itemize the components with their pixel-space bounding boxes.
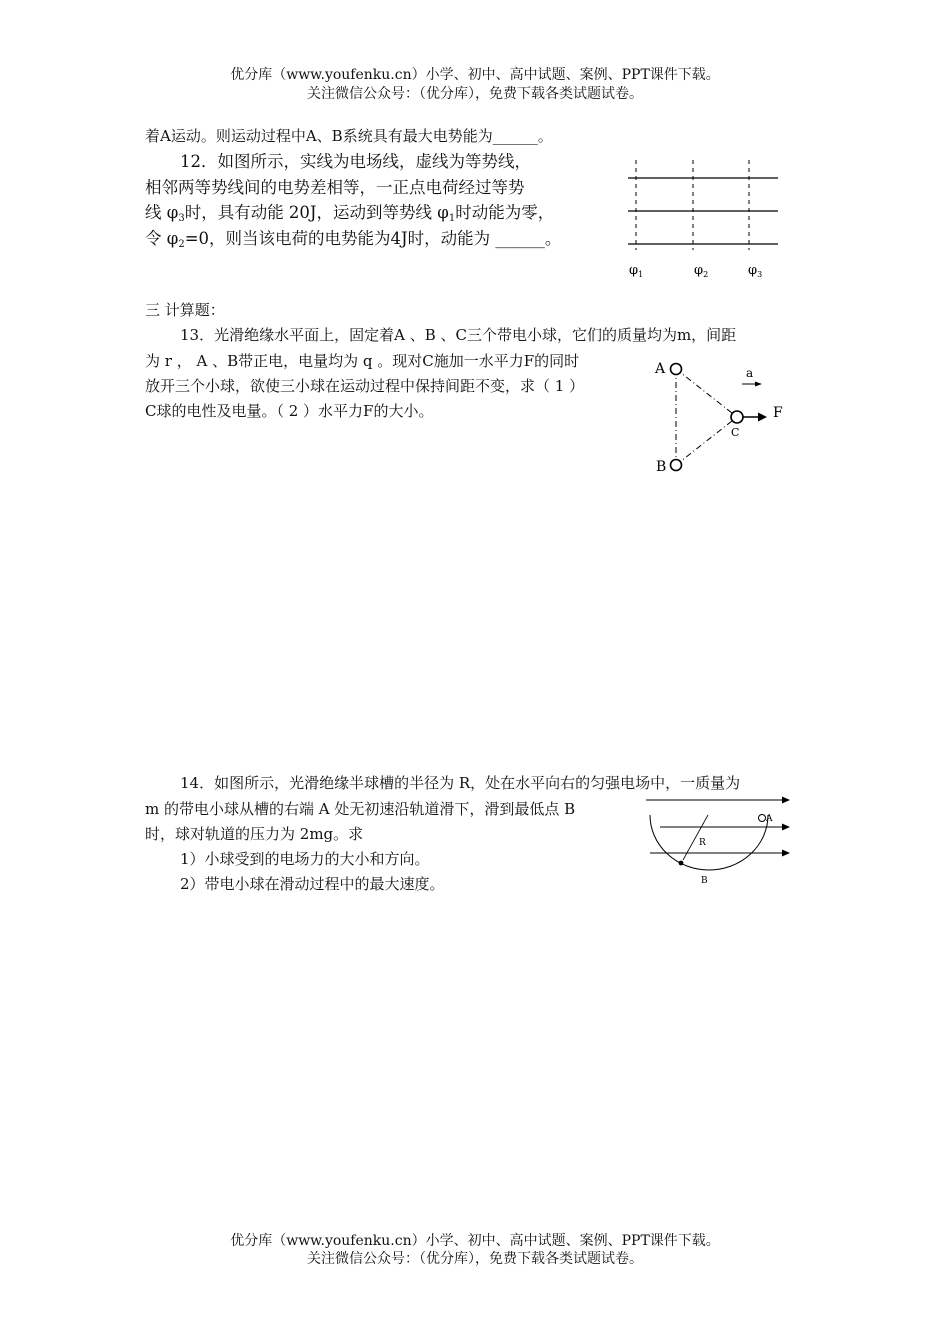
label-c: C: [731, 426, 740, 439]
q13-line-1: 13．光滑绝缘水平面上，固定着A 、B 、C三个带电小球，它们的质量均为m，间距: [180, 326, 737, 344]
q12-line-3: 线 $\varphi_3$时，具有动能 20J，运动到等势线 $\varphi_1$时动能为零，: [145, 203, 555, 224]
q14-line-5: 2）带电小球在滑动过程中的最大速度。: [180, 875, 445, 893]
label-a: A: [766, 814, 773, 824]
footer-line-1: 优分库（www.youfenku.cn）小学、初中、高中试题、案例、PPT课件下载。: [230, 1233, 720, 1249]
triangle-charges-figure: [645, 355, 795, 480]
label-r: R: [699, 838, 706, 848]
phi2-label: $\varphi_2$: [694, 263, 709, 279]
q13-line-2: 为 r ， A 、B带正电，电量均为 q 。现对C施加一水平力F的同时: [145, 352, 580, 370]
bc-line: [676, 417, 740, 465]
q14-line-3: 时，球对轨道的压力为 2mg。求: [145, 825, 364, 843]
phi1-label: $\varphi_1$: [629, 263, 644, 279]
header-line-2: 关注微信公众号：（优分库），免费下载各类试题试卷。: [307, 86, 643, 102]
footer-line-2: 关注微信公众号：（优分库），免费下载各类试题试卷。: [307, 1251, 643, 1267]
label-b: B: [656, 459, 667, 475]
ball-c: [731, 411, 743, 423]
field-arrowhead-bottom: [782, 850, 790, 857]
field-arrowhead-middle: [782, 824, 790, 831]
q14-line-4: 1）小球受到的电场力的大小和方向。: [180, 850, 430, 868]
q12-line-4: 令 $\varphi_2=0$，则当该电荷的电势能为4J时，动能为 ______。: [145, 228, 562, 250]
ball-at-a: [759, 815, 766, 822]
q13-line-4: C球的电性及电量。（ 2 ）水平力F的大小。: [145, 402, 434, 420]
ball-b: [671, 460, 682, 471]
label-acceleration: a: [746, 366, 754, 380]
q11-tail: 着A运动。则运动过程中A、B系统具有最大电势能为______。: [145, 127, 553, 145]
section-3-title: 三 计算题：: [145, 301, 225, 319]
q14-line-2: m 的带电小球从槽的右端 A 处无初速沿轨道滑下，滑到最低点 B: [145, 800, 576, 818]
semicircle-track: [650, 815, 768, 870]
q12-line-1: 12．如图所示，实线为电场线，虚线为等势线，: [180, 152, 531, 171]
q12-line-2: 相邻两等势线间的电势差相等，一正点电荷经过等势: [145, 177, 525, 197]
label-a: A: [655, 361, 666, 377]
label-f: F: [773, 405, 783, 421]
header-line-1: 优分库（www.youfenku.cn）小学、初中、高中试题、案例、PPT课件下载。: [230, 67, 720, 83]
ac-line: [676, 369, 737, 417]
field-arrowhead-top: [782, 797, 790, 804]
label-b: B: [701, 876, 708, 886]
hemisphere-groove-figure: [640, 785, 800, 890]
acceleration-arrowhead: [755, 382, 762, 387]
force-arrowhead: [758, 413, 767, 422]
q14-line-1: 14．如图所示，光滑绝缘半球槽的半径为 R，处在水平向右的匀强电场中，一质量为: [180, 774, 741, 792]
ball-a: [671, 364, 682, 375]
phi3-label: $\varphi_3$: [748, 263, 763, 279]
ball-on-track: [679, 861, 684, 866]
equipotential-figure: [620, 155, 790, 285]
q13-line-3: 放开三个小球，欲使三小球在运动过程中保持间距不变，求（ 1 ）: [145, 377, 585, 395]
